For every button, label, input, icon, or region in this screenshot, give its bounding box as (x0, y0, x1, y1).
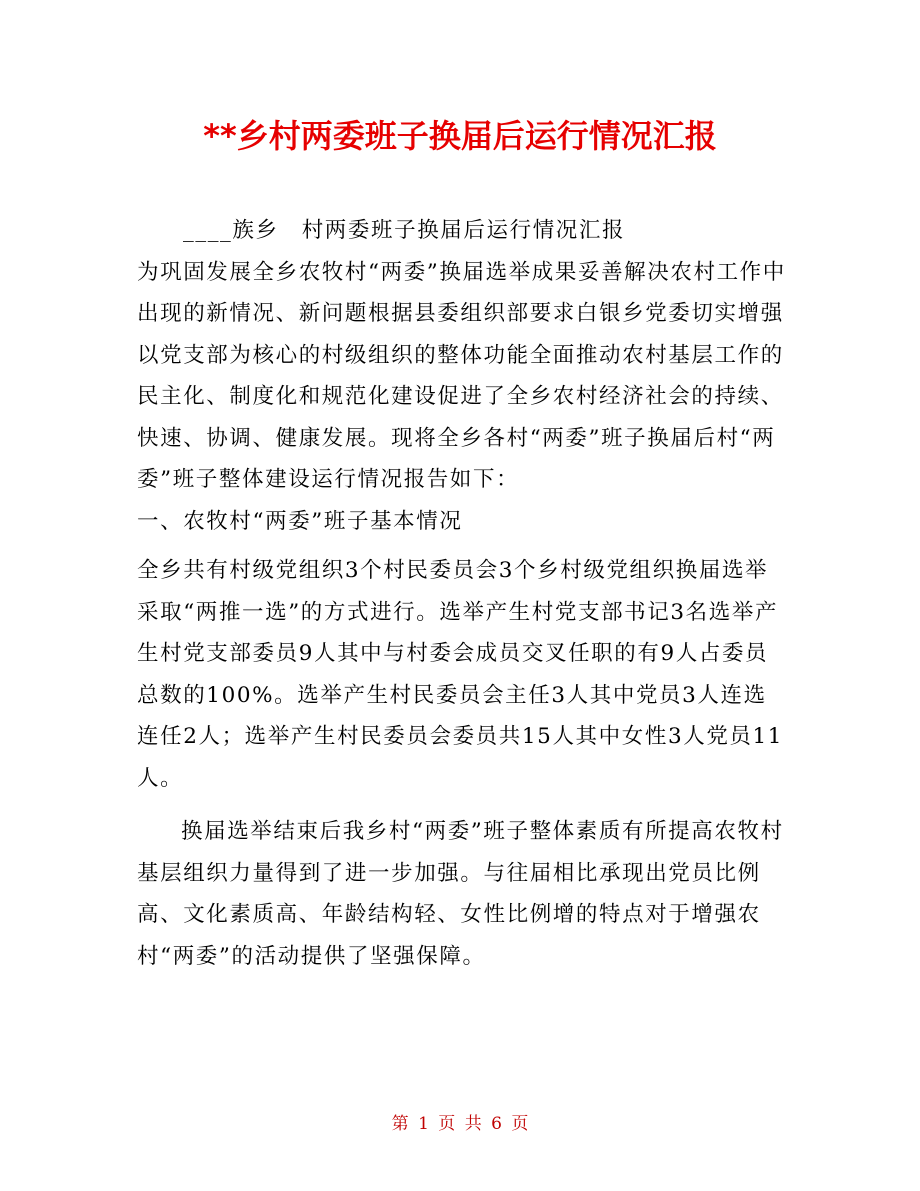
paragraph-intro: 为巩固发展全乡农牧村“两委”换届选举成果妥善解决农村工作中出现的新情况、新问题根据县委组织部要求白银乡党委切实增强以党支部为核心的村级组织的整体功能全面推动农村基层工作的民主化、制度化和规范化建设促进了全乡农村经济社会的持续、快速、协调、健康发展。现将全乡各村“两委”班子换届后村“两委”班子整体建设运行情况报告如下： (137, 259, 786, 492)
paragraph-summary: 换届选举结束后我乡村“两委”班子整体素质有所提高农牧村基层组织力量得到了进一步加强。与往届相比承现出党员比例高、文化素质高、年龄结构轻、女性比例增的特点对于增强农村“两委”的活动提供了坚强保障。 (137, 819, 784, 969)
paragraph-basic-info: 全乡共有村级党组织3个村民委员会3个乡村级党组织换届选举采取“两推一选”的方式进行。选举产生村党支部书记3名选举产生村党支部委员9人其中与村委会成员交叉任职的有9人占委员总数的100%。选举产生村民委员会主任3人其中党员3人连选连任2人；选举产生村民委员会委员共15人其中女性3人党员11人。 (137, 558, 784, 791)
document-subtitle: ____族乡 村两委班子换届后运行情况汇报 (183, 218, 626, 243)
page-footer: 第 1 页 共 6 页 (391, 1114, 529, 1134)
page-title: **乡村两委班子换届后运行情况汇报 (203, 117, 717, 155)
document-body (137, 210, 787, 977)
section-heading-1: 一、农牧村“两委”班子基本情况 (137, 508, 463, 534)
